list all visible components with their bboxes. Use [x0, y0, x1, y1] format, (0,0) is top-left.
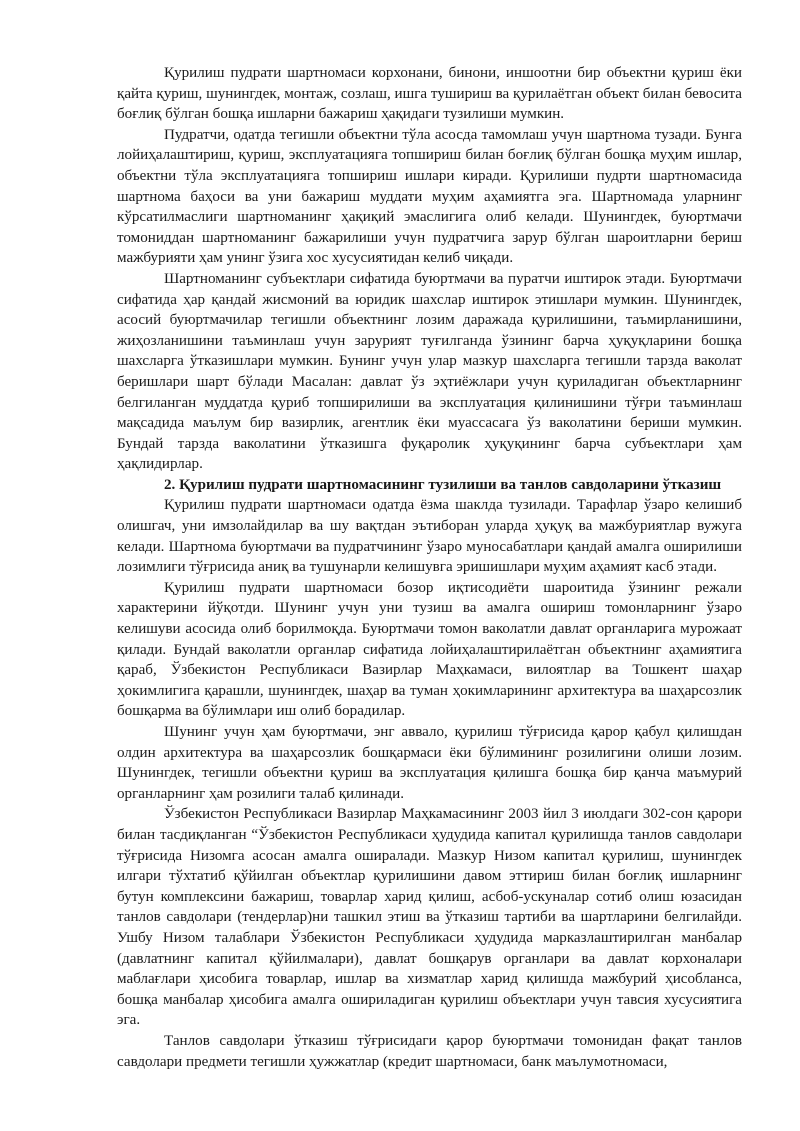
paragraph-3: Шартноманинг субъектлари сифатида буюртмачи ва пуратчи иштирок этади. Буюртмачи сифатида ҳар қандай жисмоний ва юридик шахслар иштирок этишлари мумкин. Шунингдек, асосий буюртмачилар тегишли объектнинг лозим даражада қурилишини, таъмирланишини, жиҳозланишини таъминлаш учун зарурият туғилганда ўзининг барча ҳуқуқларини бошқа шахсларга ўтказишлари мумкин. Бунинг учун улар мазкур шахсларга тегишли тарзда ваколат беришлари шарт бўлади Масалан: давлат ўз эҳтиёжлари учун қуриладиган объектларнинг белгиланган муддатда қуриб топширилиши ва эксплуатация қилинишини тўғри таъминлаш мақсадида маълум бир вазирлик, агентлик ёки муассасага ўз ваколатини бериши мумкин. Бундай тарзда ваколатини ўтказишга фуқаролик ҳуқуқининг барча субъектлари ҳам ҳақлидирлар. [117, 270, 742, 473]
paragraph-7: Ўзбекистон Республикаси Вазирлар Маҳкамасининг 2003 йил 3 июлдаги 302-сон қарори билан тасдиқланган “Ўзбекистон Республикаси ҳудудида капитал қурилишда танлов савдолари тўғрисида Низомга асосан амалга оширалади. Мазкур Низом капитал қурилиш, шунингдек илгари тўхтатиб қўйилган объектлар қурилишини давом эттириш билан боғлиқ ишларнинг бутун комплексини бажариш, товарлар харид қилиш, асбоб-ускуналар сотиб олиш юзасидан танлов савдолари (тендерлар)ни ташкил этиш ва ўтказиш тартиби ва шартларини белгилайди. Ушбу Низом талаблари Ўзбекистон Республикаси ҳудудида марказлаштирилган манбалар (давлатнинг капитал қўйилмалари), давлат бошқарув органлари ва давлат корхоналари маблағлари ҳисобига товарлар, ишлар ва хизматлар харид қилишда мажбурий ҳисобланса, бошқа манбалар ҳисобига амалга ошириладиган қурилиш объектлари учун тавсия хусусиятига эга. [117, 806, 742, 1029]
paragraph-1: Қурилиш пудрати шартномаси корхонани, бинони, иншоотни бир объектни қуриш ёки қайта қуриш, шунингдек, монтаж, созлаш, ишга тушириш ва қурилаётган объект билан бевосита боғлиқ бўлган бошқа ишларни бажариш ҳақидаги тузилиши мумкин. [117, 65, 742, 123]
paragraph-8: Танлов савдолари ўтказиш тўғрисидаги қарор буюртмачи томонидан фақат танлов савдолари предмети тегишли ҳужжатлар (кредит шартномаси, банк маълумотномаси, [117, 1032, 742, 1070]
paragraph-2: Пудратчи, одатда тегишли объектни тўла асосда тамомлаш учун шартнома тузади. Бунга лойиҳалаштириш, қуриш, эксплуатацияга топшириш билан боғлиқ бўлган бошқа муҳим ишлар, объектни тўла эксплуатацияга топшириш ишлари киради. Қурилиши пудрти шартномасида шартнома баҳоси ва уни бажариш муддати муҳим аҳамиятга эга. Шартномада уларнинг кўрсатилмаслиги шартноманинг ҳақиқий эмаслигига олиб келади. Шунингдек, буюртмачи томониддан шартноманинг бажарилиши учун пудратчига зарур бўлган шароитларни бериш мажбурияти ҳам унинг ўзига хос хусусиятидан келиб чиқади. [117, 126, 742, 267]
document-page [117, 63, 742, 1072]
paragraph-6: Шунинг учун ҳам буюртмачи, энг аввало, қурилиш тўғрисида қарор қабул қилишдан олдин архитектура ва шаҳарсозлик бошқармаси ёки бўлимининг розилигини олиши лозим. Шунингдек, тегишли объектни қуриш ва эксплуатация қилишга бошқа бир қанча маъмурий органларнинг ҳам розилиги талаб қилинади. [117, 724, 742, 802]
section-heading: 2. Қурилиш пудрати шартномасининг тузилиши ва танлов савдоларини ўтказиш [164, 476, 722, 493]
paragraph-5: Қурилиш пудрати шартномаси бозор иқтисодиёти шароитида ўзининг режали характерини йўқотди. Шунинг учун уни тузиш ва амалга ошириш томонларнинг ўзаро келишуви асосида олиб борилмоқда. Буюртмачи томон ваколатли давлат органларига мурожаат қилади. Бундай ваколатли органлар сифатида лойиҳалаштирилаётган объектнинг аҳамиятига қараб, Ўзбекистон Республикаси Вазирлар Маҳкамаси, вилоятлар ва Тошкент шаҳар ҳокимлигига қарашли, шунингдек, шаҳар ва туман ҳокимларининг архитектура ва шаҳарсозлик бошқарма ва бўлимлари иш олиб борадилар. [117, 579, 742, 720]
paragraph-4: Қурилиш пудрати шартномаси одатда ёзма шаклда тузилади. Тарафлар ўзаро келишиб олишгач, уни имзолайдилар ва шу вақтдан эътиборан уларда ҳуқуқ ва мажбуриятлар вужуга келади. Шартнома буюртмачи ва пудратчининг ўзаро муносабатлари қандай амалга оширилиши лозимлиги тўғрисида аниқ ва тушунарли келишувга эришишлари муҳим аҳамият касб этади. [117, 497, 742, 576]
